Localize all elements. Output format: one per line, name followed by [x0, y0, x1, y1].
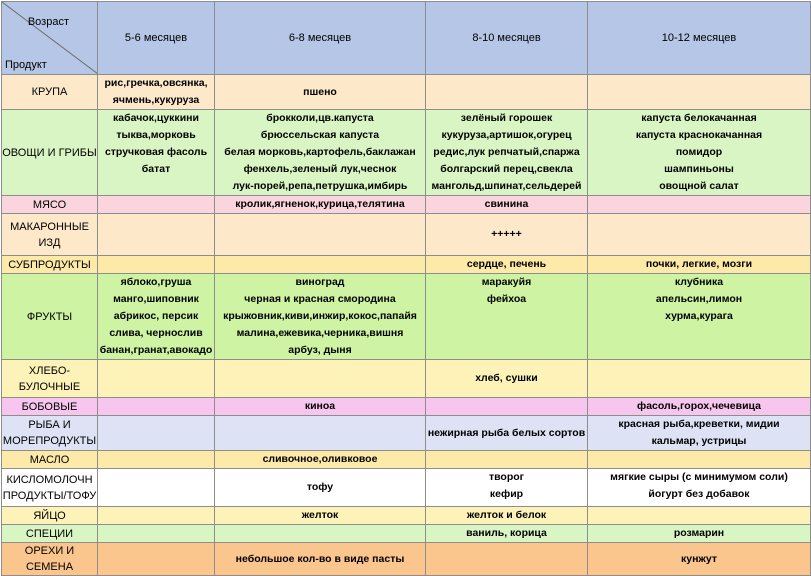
table-row: [2, 196, 811, 214]
value-cell: [98, 214, 215, 256]
product-item: слива, чернослив: [109, 327, 203, 339]
product-item: овощной салат: [659, 180, 739, 192]
product-item: йогурт без добавок: [648, 488, 750, 500]
category-cell: СУБПРОДУКТЫ: [2, 256, 98, 274]
value-cell: [588, 274, 811, 360]
category-cell: ОРЕХИ И СЕМЕНА: [2, 543, 98, 576]
product-item: яблоко,груша: [120, 276, 192, 288]
value-cell: [588, 525, 811, 543]
value-cell: [215, 398, 426, 416]
value-cell: [588, 451, 811, 469]
value-cell: [426, 75, 588, 110]
table-row: [2, 274, 811, 360]
product-item: батат: [141, 163, 171, 175]
product-item: редис,лук репчатый,спаржа: [433, 146, 580, 158]
value-cell: [98, 543, 215, 576]
product-item: кукуруза,артишок,огурец: [441, 129, 572, 141]
value-cell: [426, 256, 588, 274]
food-introduction-table: [1, 1, 811, 576]
value-cell: [98, 451, 215, 469]
category-cell: КИСЛОМОЛОЧН ПРОДУКТЫ/ТОФУ: [2, 469, 98, 507]
product-axis-label: Продукт: [5, 59, 47, 71]
product-item: желток: [301, 509, 339, 521]
table-row: [2, 360, 811, 398]
product-item: желток и белок: [466, 509, 547, 521]
value-cell: [426, 507, 588, 525]
value-cell: [98, 274, 215, 360]
product-item: болгарский перец,свекла: [440, 163, 573, 175]
product-item: стручковая фасоль: [104, 146, 208, 158]
product-item: лук-порей,репа,петрушка,имбирь: [232, 180, 408, 192]
value-cell: [98, 507, 215, 525]
product-item: мягкие сыры (с минимумом соли): [610, 471, 788, 483]
product-item: тофу: [306, 481, 334, 493]
product-item: пшено: [303, 85, 337, 98]
product-item: зелёный горошек: [460, 112, 553, 124]
product-item: помидор: [675, 146, 723, 158]
product-item: капуста белокачанная: [641, 112, 757, 124]
value-cell: [215, 360, 426, 398]
table-row: [2, 507, 811, 525]
value-cell: [215, 416, 426, 451]
corner-header-cell: [2, 2, 98, 75]
category-cell: МАСЛО: [2, 451, 98, 469]
value-cell: [426, 274, 588, 360]
product-item: виноград: [295, 276, 345, 288]
table-row: [2, 398, 811, 416]
product-item: хлеб, сушки: [475, 372, 538, 384]
product-item: капуста краснокачанная: [635, 129, 763, 141]
product-item: белая морковь,картофель,баклажан: [224, 146, 416, 158]
value-cell: [98, 469, 215, 507]
product-item: небольшое кол-во в виде пасты: [235, 552, 405, 565]
category-cell: ХЛЕБО-БУЛОЧНЫЕ: [2, 360, 98, 398]
value-cell: [426, 110, 588, 196]
table-row: [2, 451, 811, 469]
product-item: ваниль, корица: [466, 527, 547, 539]
age-header-10-12: 10-12 месяцев: [588, 2, 811, 75]
product-item: фейхоа: [486, 293, 527, 305]
product-item: брюссельская капуста: [260, 129, 380, 141]
value-cell: [215, 75, 426, 110]
category-cell: РЫБА И МОРЕПРОДУКТЫ: [2, 416, 98, 451]
product-item: фасоль,горох,чечевица: [637, 400, 761, 412]
value-cell: [426, 196, 588, 214]
table-row: [2, 469, 811, 507]
table-row: [2, 525, 811, 543]
value-cell: [588, 507, 811, 525]
table-row: [2, 543, 811, 576]
category-cell: ЯЙЦО: [2, 507, 98, 525]
product-item: крыжовник,киви,инжир,кокос,папайя: [223, 310, 417, 322]
table-row: [2, 214, 811, 256]
product-item: кабачок,цуккини: [113, 112, 199, 124]
value-cell: [588, 543, 811, 576]
table-row: [2, 416, 811, 451]
age-axis-label: Возраст: [27, 16, 69, 28]
value-cell: [426, 416, 588, 451]
value-cell: [215, 274, 426, 360]
age-header-5-6: 5-6 месяцев: [98, 2, 215, 75]
product-item: фенхель,зеленый лук,чеснок: [243, 163, 397, 175]
value-cell: [588, 75, 811, 110]
value-cell: [215, 110, 426, 196]
value-cell: [588, 416, 811, 451]
product-item: банан,гранат,авокадо: [99, 344, 213, 356]
product-item: творог: [488, 471, 525, 483]
category-cell: МЯСО: [2, 196, 98, 214]
category-cell: ОВОЩИ И ГРИБЫ: [2, 110, 98, 196]
value-cell: [215, 525, 426, 543]
product-item: манго,шиповник: [113, 293, 199, 305]
product-item: абрикос, персик: [113, 310, 199, 322]
product-item: сердце, печень: [466, 258, 547, 270]
product-item: шампиньоны: [664, 163, 734, 175]
value-cell: [98, 75, 215, 110]
product-item: киноа: [304, 400, 336, 412]
value-cell: [426, 451, 588, 469]
value-cell: [215, 507, 426, 525]
age-header-6-8: 6-8 месяцев: [215, 2, 426, 75]
table-row: [2, 75, 811, 110]
product-item: кальмар, устрицы: [651, 435, 747, 447]
value-cell: [588, 398, 811, 416]
product-item: малина,ежевика,черника,вишня: [236, 327, 404, 339]
product-item: ячмень,кукуруза: [112, 94, 200, 106]
value-cell: [98, 360, 215, 398]
category-cell: ФРУКТЫ: [2, 274, 98, 360]
product-item: хурма,курага: [665, 310, 733, 322]
product-item: красная рыба,креветки, мидии: [618, 418, 780, 430]
product-item: кунжут: [681, 552, 717, 565]
product-item: кролик,ягненок,курица,телятина: [235, 198, 405, 210]
product-item: рис,гречка,овсянка,: [104, 77, 208, 89]
age-header-8-10: 8-10 месяцев: [426, 2, 588, 75]
value-cell: [98, 416, 215, 451]
value-cell: [588, 196, 811, 214]
product-item: маракуйя: [481, 276, 532, 288]
value-cell: [588, 214, 811, 256]
table-row: [2, 256, 811, 274]
product-item: свинина: [484, 198, 529, 210]
value-cell: [215, 196, 426, 214]
category-cell: КРУПА: [2, 75, 98, 110]
category-cell: МАКАРОННЫЕ ИЗД: [2, 214, 98, 256]
product-item: +++++: [491, 228, 522, 240]
product-item: апельсин,лимон: [655, 293, 743, 305]
value-cell: [215, 256, 426, 274]
product-item: почки, легкие, мозги: [645, 258, 753, 270]
product-item: мангольд,шпинат,сельдерей: [431, 180, 582, 192]
value-cell: [98, 398, 215, 416]
product-item: розмарин: [673, 527, 725, 539]
product-item: сливочное,оливковое: [262, 453, 378, 465]
product-item: черная и красная смородина: [244, 293, 396, 305]
value-cell: [215, 543, 426, 576]
value-cell: [98, 110, 215, 196]
header-row: [2, 2, 811, 75]
value-cell: [215, 214, 426, 256]
product-item: нежирная рыба белых сортов: [427, 426, 586, 439]
category-cell: СПЕЦИИ: [2, 525, 98, 543]
value-cell: [588, 360, 811, 398]
value-cell: [588, 256, 811, 274]
table-row: [2, 110, 811, 196]
value-cell: [426, 360, 588, 398]
value-cell: [426, 214, 588, 256]
value-cell: [426, 469, 588, 507]
category-cell: БОБОВЫЕ: [2, 398, 98, 416]
value-cell: [215, 469, 426, 507]
value-cell: [98, 525, 215, 543]
product-item: брокколи,цв.капуста: [266, 112, 374, 124]
product-item: клубника: [674, 276, 724, 288]
value-cell: [215, 451, 426, 469]
value-cell: [98, 256, 215, 274]
product-item: арбуз, дыня: [288, 344, 352, 356]
value-cell: [588, 469, 811, 507]
value-cell: [588, 110, 811, 196]
value-cell: [426, 525, 588, 543]
product-item: кефир: [489, 488, 524, 500]
product-item: тыква,морковь: [116, 129, 196, 141]
value-cell: [426, 398, 588, 416]
value-cell: [426, 543, 588, 576]
value-cell: [98, 196, 215, 214]
